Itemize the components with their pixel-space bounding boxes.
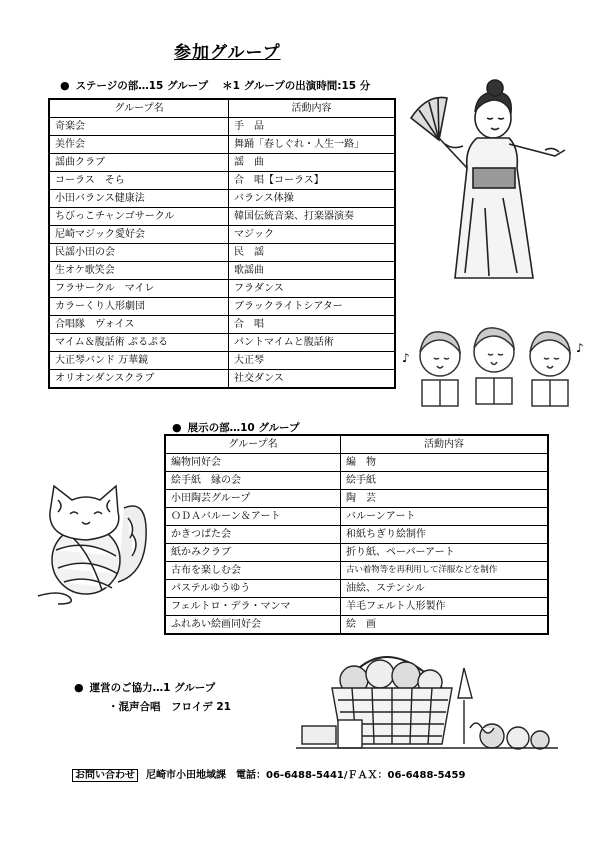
stage-section-heading xyxy=(60,78,370,93)
table-row xyxy=(49,208,395,226)
table-row xyxy=(165,490,548,508)
cat-yarn-illustration xyxy=(28,478,158,608)
group-name-cell: ふれあい絵画同好会 xyxy=(165,616,341,635)
table-row xyxy=(165,472,548,490)
activity-cell: 羊毛フェルト人形製作 xyxy=(341,598,549,616)
activity-cell: バランス体操 xyxy=(229,190,396,208)
group-name-cell: ＯＤＡバルーン＆アート xyxy=(165,508,341,526)
group-name-cell: マイム＆腹話術 ぷるぷる xyxy=(49,334,229,352)
column-header-group-name: グループ名 xyxy=(49,99,229,118)
contact-label: お問い合わせ xyxy=(72,769,138,782)
group-name-cell: 絵手紙 縁の会 xyxy=(165,472,341,490)
table-row xyxy=(49,244,395,262)
activity-cell: マジック xyxy=(229,226,396,244)
activity-cell: 韓国伝統音楽、打楽器演奏 xyxy=(229,208,396,226)
page-title: 参加グループ xyxy=(174,43,281,63)
activity-cell: 手 品 xyxy=(229,118,396,136)
activity-cell: 合 唱【コーラス】 xyxy=(229,172,396,190)
group-name-cell: 小田バランス健康法 xyxy=(49,190,229,208)
svg-text:♪: ♪ xyxy=(576,341,584,355)
table-row xyxy=(165,454,548,472)
exhibit-section-heading xyxy=(172,420,300,435)
group-name-cell: パステルゆうゆう xyxy=(165,580,341,598)
activity-cell: 陶 芸 xyxy=(341,490,549,508)
table-row xyxy=(165,598,548,616)
activity-cell: パントマイムと腹話術 xyxy=(229,334,396,352)
group-name-cell: 大正琴バンド 万華鏡 xyxy=(49,352,229,370)
support-item: ・混声合唱 フロイデ 21 xyxy=(108,701,231,713)
activity-cell: 和紙ちぎり絵制作 xyxy=(341,526,549,544)
table-row xyxy=(49,262,395,280)
choir-illustration xyxy=(400,322,590,412)
activity-cell: 油絵、ステンシル xyxy=(341,580,549,598)
activity-cell: 歌謡曲 xyxy=(229,262,396,280)
group-name-cell: 尼崎マジック愛好会 xyxy=(49,226,229,244)
yarn-basket-illustration xyxy=(292,640,562,758)
stage-groups-table xyxy=(48,98,396,389)
group-name-cell: 小田陶芸グループ xyxy=(165,490,341,508)
exhibit-groups-table xyxy=(164,434,549,635)
group-name-cell: フェルトロ・デラ・マンマ xyxy=(165,598,341,616)
exhibit-heading-text: 展示の部…10 グループ xyxy=(187,422,300,434)
column-header-activity: 活動内容 xyxy=(229,99,396,118)
group-name-cell: 謡曲クラブ xyxy=(49,154,229,172)
activity-cell: 民 謡 xyxy=(229,244,396,262)
group-name-cell: 美作会 xyxy=(49,136,229,154)
table-row xyxy=(49,316,395,334)
group-name-cell: 奇楽会 xyxy=(49,118,229,136)
group-name-cell: 古布を楽しむ会 xyxy=(165,562,341,580)
contact-text: 尼崎市小田地域課 電話：06-6488-5441/ＦＡＸ：06-6488-5459 xyxy=(146,770,466,781)
activity-cell: 合 唱 xyxy=(229,316,396,334)
activity-cell: 折り紙、ペーパーアート xyxy=(341,544,549,562)
svg-text:♪: ♪ xyxy=(402,351,410,365)
group-name-cell: 民謡小田の会 xyxy=(49,244,229,262)
table-row xyxy=(49,154,395,172)
dancer-illustration xyxy=(405,78,575,288)
group-name-cell: 編物同好会 xyxy=(165,454,341,472)
activity-cell: 舞踊「春しぐれ・人生一路」 xyxy=(229,136,396,154)
table-row xyxy=(165,616,548,635)
contact-footer xyxy=(72,766,465,781)
column-header-activity: 活動内容 xyxy=(341,435,549,454)
table-row xyxy=(49,136,395,154)
table-row xyxy=(49,370,395,389)
stage-heading-text: ステージの部…15 グループ xyxy=(75,80,209,92)
bullet-icon: ● xyxy=(74,681,84,694)
bullet-icon: ● xyxy=(60,79,70,92)
group-name-cell: 合唱隊 ヴォイス xyxy=(49,316,229,334)
table-row xyxy=(165,562,548,580)
group-name-cell: 紙かみクラブ xyxy=(165,544,341,562)
activity-cell: 絵 画 xyxy=(341,616,549,635)
table-row xyxy=(165,526,548,544)
table-row xyxy=(49,280,395,298)
group-name-cell: 生オケ歌笑会 xyxy=(49,262,229,280)
table-row xyxy=(165,580,548,598)
activity-cell: 古い着物等を再利用して洋服などを制作 xyxy=(341,562,549,580)
activity-cell: バルーンアート xyxy=(341,508,549,526)
group-name-cell: コーラス そら xyxy=(49,172,229,190)
table-row xyxy=(49,226,395,244)
table-row xyxy=(49,172,395,190)
activity-cell: フラダンス xyxy=(229,280,396,298)
activity-cell: 謡 曲 xyxy=(229,154,396,172)
table-row xyxy=(165,544,548,562)
table-row xyxy=(49,298,395,316)
activity-cell: ブラックライトシアター xyxy=(229,298,396,316)
support-heading-text: 運営のご協力…1 グループ xyxy=(89,682,216,694)
stage-note: ＊1 グループの出演時間:15 分 xyxy=(222,80,371,92)
table-row xyxy=(49,190,395,208)
activity-cell: 絵手紙 xyxy=(341,472,549,490)
activity-cell: 編 物 xyxy=(341,454,549,472)
group-name-cell: ちびっこチャンゴサークル xyxy=(49,208,229,226)
support-section-heading xyxy=(74,680,215,695)
activity-cell: 大正琴 xyxy=(229,352,396,370)
bullet-icon: ● xyxy=(172,421,182,434)
group-name-cell: カラーくり人形劇団 xyxy=(49,298,229,316)
column-header-group-name: グループ名 xyxy=(165,435,341,454)
group-name-cell: オリオンダンスクラブ xyxy=(49,370,229,389)
table-row xyxy=(49,118,395,136)
table-row xyxy=(49,352,395,370)
group-name-cell: フラサークル マイレ xyxy=(49,280,229,298)
activity-cell: 社交ダンス xyxy=(229,370,396,389)
table-row xyxy=(49,334,395,352)
table-row xyxy=(165,508,548,526)
group-name-cell: かきつばた会 xyxy=(165,526,341,544)
